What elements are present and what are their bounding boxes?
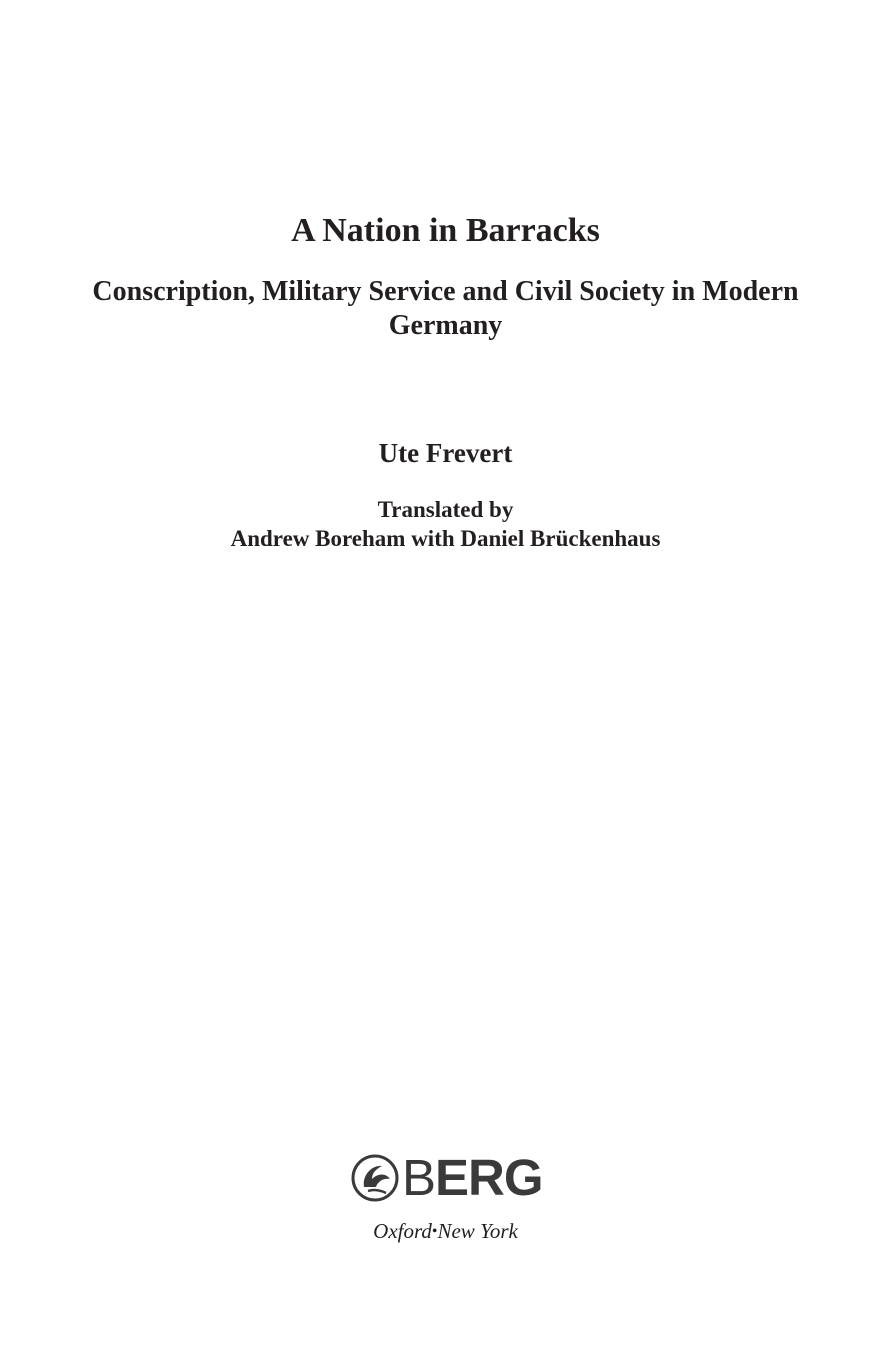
book-subtitle: Conscription, Military Service and Civil Society in Modern Germany	[92, 276, 799, 341]
berg-swirl-icon	[350, 1153, 400, 1203]
translation-credit	[0, 495, 891, 553]
translated-by-label: Translated by	[377, 497, 514, 522]
publisher-logo	[350, 1149, 546, 1206]
city-separator: •	[431, 1223, 438, 1240]
logo-letters-erg: ERG	[435, 1149, 543, 1206]
publisher-cities	[0, 1218, 891, 1245]
translators-names: Andrew Boreham with Daniel Brückenhaus	[230, 526, 661, 551]
city-oxford: Oxford	[373, 1219, 432, 1243]
logo-letter-b: B	[402, 1149, 436, 1206]
logo-wordmark	[402, 1149, 543, 1206]
author-name: Ute Frevert	[378, 438, 513, 468]
book-title: A Nation in Barracks	[291, 212, 600, 249]
city-new-york: New York	[437, 1219, 518, 1243]
